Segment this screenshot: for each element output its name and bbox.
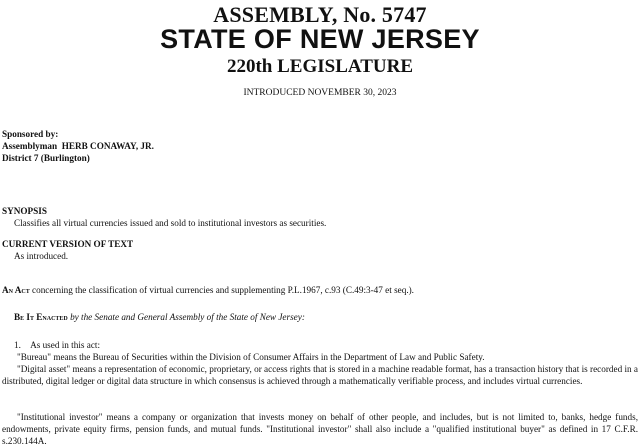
enacted-prefix: Be It Enacted xyxy=(14,312,68,322)
introduced-date: INTRODUCED NOVEMBER 30, 2023 xyxy=(243,88,397,98)
enacting-clause xyxy=(14,311,305,323)
institutional-investor-definition: "Institutional investor" means a company or organization that invests money on behalf of other people, and includes, but is not limited to, banks, hedge funds, endowments, private equity firms, pension funds, and mutual funds. "Institutional investor" shall also include a "qualified institutional buyer" as defined in 17 C.F.R. s.230.144A. xyxy=(2,412,638,446)
version-text: As introduced. xyxy=(14,251,69,261)
synopsis-heading: SYNOPSIS xyxy=(2,206,47,216)
digital-asset-definition: "Digital asset" means a representation of economic, proprietary, or access rights that is stored in a machine readable format, has a transaction history that is recorded in a distributed, digital ledger or digital data structure in which consensus is achieved through a mathematically verifiable process, and includes virtual currencies. xyxy=(2,364,638,386)
sponsor-label: Sponsored by: xyxy=(2,129,59,139)
bill-number: ASSEMBLY, No. 5747 xyxy=(213,2,427,27)
sponsor-district: District 7 (Burlington) xyxy=(2,153,90,163)
act-text: concerning the classification of virtual currencies and supplementing P.L.1967, c.93 (C.49:3-47 et seq.). xyxy=(29,285,414,295)
version-heading: CURRENT VERSION OF TEXT xyxy=(2,239,134,249)
act-title xyxy=(2,284,414,296)
bureau-definition: "Bureau" means the Bureau of Securities within the Division of Consumer Affairs in the Department of Law and Public Safety. xyxy=(17,352,485,362)
sponsor-name: Assemblyman HERB CONAWAY, JR. xyxy=(2,141,154,151)
state-title: STATE OF NEW JERSEY xyxy=(160,24,480,54)
legislature-title: 220th LEGISLATURE xyxy=(226,56,413,77)
act-prefix: An Act xyxy=(2,285,30,295)
section-1-intro: 1. As used in this act: xyxy=(14,340,100,350)
enacted-text: by the Senate and General Assembly of the State of New Jersey: xyxy=(67,312,305,322)
synopsis-text: Classifies all virtual currencies issued and sold to institutional investors as securities. xyxy=(14,218,327,228)
